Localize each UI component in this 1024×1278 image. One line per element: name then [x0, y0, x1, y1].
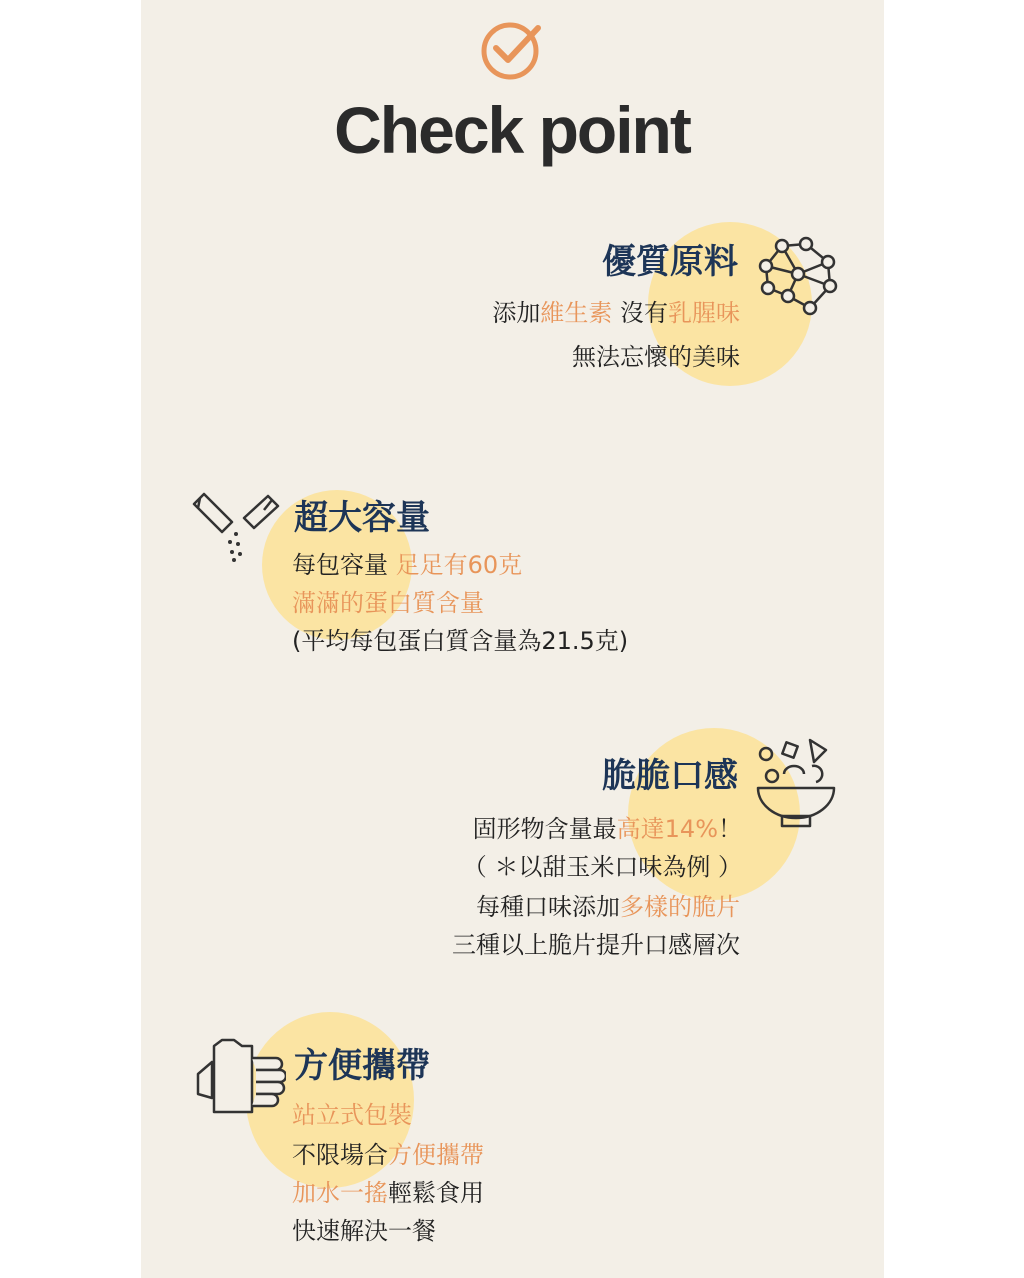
highlight-segment: 高達14%: [616, 815, 718, 843]
molecule-network-icon: [754, 234, 842, 320]
section-line: [292, 1140, 484, 1170]
section-line: [452, 930, 740, 960]
section-heading-portable: 方便攜帶: [294, 1046, 430, 1086]
text-segment: 每種口味添加: [476, 893, 620, 921]
highlight-segment: 維生素: [540, 299, 613, 327]
text-segment: 三種以上脆片提升口感層次: [452, 931, 740, 959]
text-segment: 每包容量: [292, 551, 396, 579]
text-segment: 固形物含量最: [472, 815, 617, 843]
section-line: [292, 1100, 412, 1130]
highlight-segment: 多樣的脆片: [620, 893, 740, 921]
section-heading-texture: 脆脆口感: [602, 756, 738, 796]
section-heading-quality: 優質原料: [602, 242, 738, 282]
highlight-segment: 加水一搖: [292, 1179, 388, 1207]
highlight-segment: 站立式包裝: [292, 1101, 412, 1129]
text-segment: 添加: [492, 299, 541, 327]
section-heading-capacity: 超大容量: [294, 498, 430, 538]
powder-sachet-icon: [188, 490, 284, 564]
hand-holding-pouch-icon: [194, 1032, 286, 1118]
text-segment: 沒有: [612, 299, 668, 327]
text-segment: 不限場合: [292, 1141, 388, 1169]
section-line: [292, 1178, 484, 1208]
text-segment: ！: [718, 815, 742, 843]
section-line: [463, 852, 742, 882]
section-line: [476, 892, 740, 922]
text-segment: 輕鬆食用: [388, 1179, 484, 1207]
highlight-segment: 方便攜帶: [388, 1141, 484, 1169]
cereal-bowl-icon: [754, 736, 838, 832]
section-line: [572, 342, 740, 372]
section-line: [292, 1216, 436, 1246]
text-segment: (平均每包蛋白質含量為21.5克): [292, 627, 629, 655]
highlight-segment: 足足有60克: [395, 551, 523, 579]
text-segment: 無法忘懷的美味: [572, 343, 740, 371]
highlight-segment: 滿滿的蛋白質含量: [292, 589, 484, 617]
section-line: [292, 550, 522, 580]
text-segment: （ ＊以甜玉米口味為例 ）: [462, 853, 742, 881]
section-line: [492, 298, 740, 328]
text-segment: 快速解決一餐: [292, 1217, 436, 1245]
section-line: [292, 588, 484, 618]
section-line: [292, 626, 628, 656]
highlight-segment: 乳腥味: [668, 299, 740, 327]
page-title: Check point: [334, 93, 690, 167]
section-line: [473, 814, 742, 844]
check-circle-icon: [480, 20, 544, 80]
